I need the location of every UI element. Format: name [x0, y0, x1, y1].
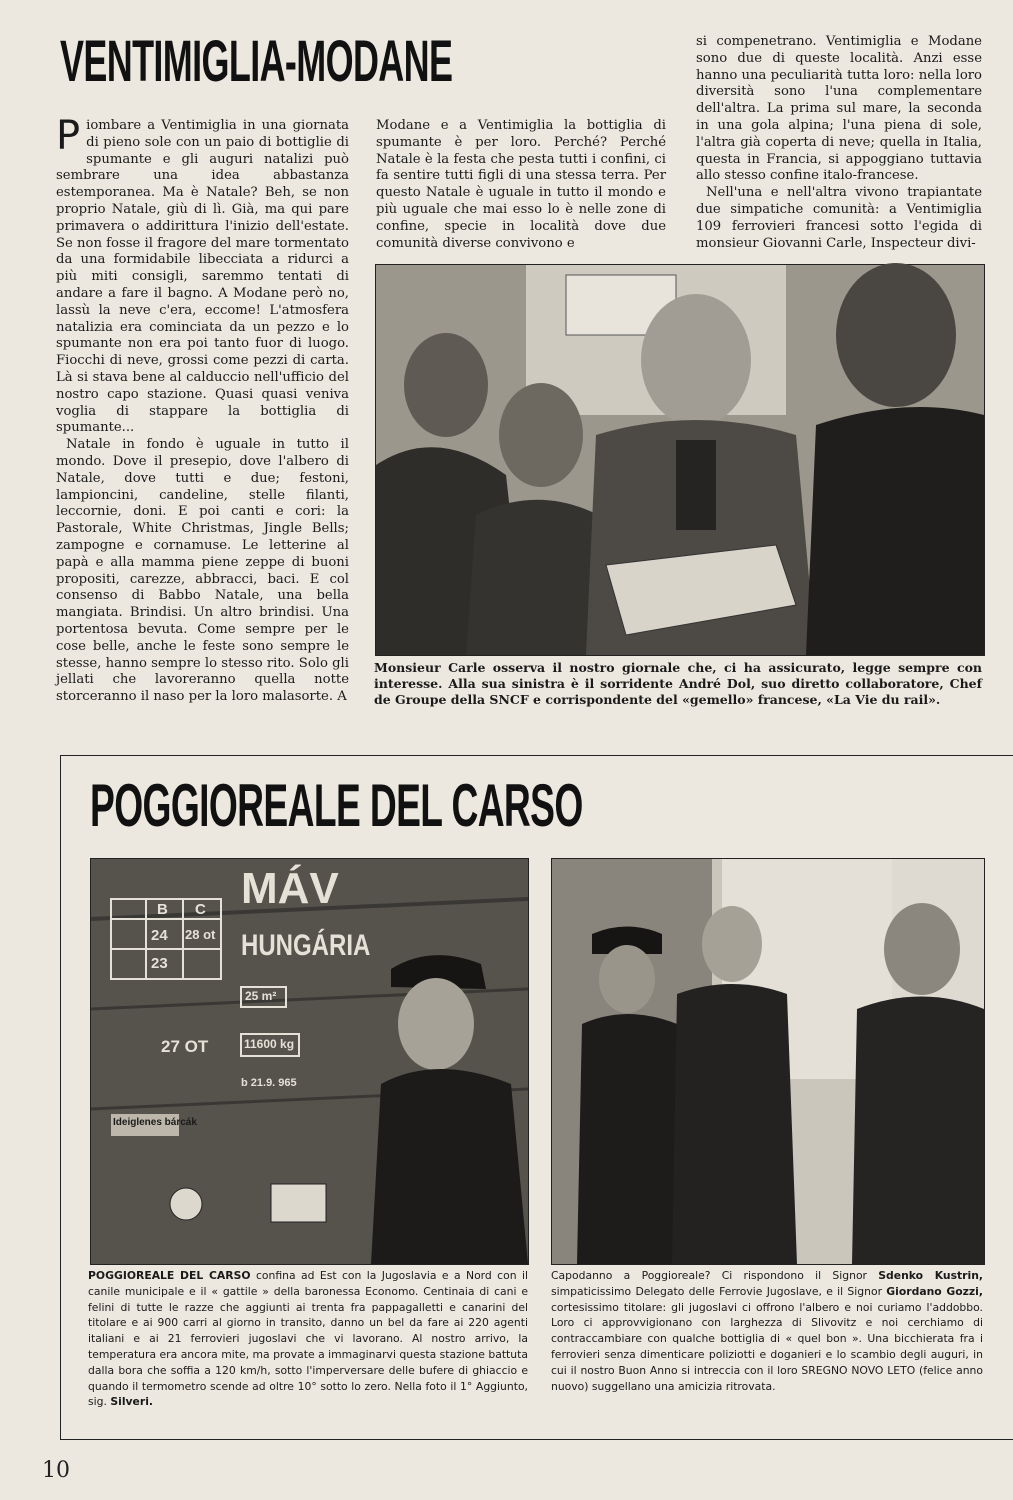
article1-column-2 — [376, 118, 666, 268]
wagon-row-1b: 28 ot — [185, 927, 216, 942]
caption-right-part-a: Capodanno a Poggioreale? Ci rispondono il Signor — [551, 1269, 879, 1282]
article1-column-1 — [56, 113, 349, 718]
dropcap: P — [56, 113, 81, 159]
caption-right-part-c: cortesissimo titolare: gli jugoslavi ci offrono l'albero e noi curiamo l'addobbo. Loro ci approvvigionano con larghezza di Slivovitz e noi cerchiamo di contraccambiare con qualche bottiglia di « quel bon ». Una bicchierata fra i ferrovieri senza dimenticare poliziotti e doganieri e lo scambio degli auguri, in cui il nostro Buon Anno si intreccia con il loro SREGNO NOVO LETO (felice anno nuovo) suggellano una amicizia ritrovata. — [551, 1300, 983, 1393]
wagon-cell-b: B — [157, 901, 168, 918]
photo-three-men-station — [551, 858, 985, 1265]
wagon-brand-mav: MÁV — [241, 864, 339, 913]
caption-right-name-kustrin: Sdenko Kustrin, — [878, 1269, 983, 1282]
caption-poggioreale-left — [88, 1268, 528, 1410]
caption-left-name: Silveri. — [110, 1395, 154, 1409]
caption-poggioreale-right — [551, 1268, 983, 1394]
page-number: 10 — [42, 1458, 70, 1483]
caption-right-part-b: simpaticissimo Delegato delle Ferrovie Jugoslave, e il Signor — [551, 1284, 887, 1298]
wagon-sign: Ideiglenes bárcák — [113, 1117, 197, 1128]
wagon-cell-c: C — [195, 901, 206, 918]
wagon-row-1: 24 — [151, 927, 168, 944]
wagon-row-2: 23 — [151, 955, 168, 972]
caption-left-lead: POGGIOREALE DEL CARSO — [88, 1269, 251, 1282]
article1-col1-paragraph-1: iombare a Ventimiglia in una giornata di pieno sole con un paio di bottiglie di spumante e gli auguri natalizi può sembrare una idea abbastanza estemporanea. Ma è Natale? Beh, se non proprio Natale, giù di lì. Già, ma qui pare primavera o addirittura l'inizio dell'estate. Se non fosse il fragore del mare tormentato da una formidabile libecciata a ridurci a più miti consigli, saremmo tentati di andare a fare il bagno. A Modane però no, lassù la neve c'era, eccome! L'atmosfera natalizia era cominciata da un pezzo e lo spumante non era poi tanto fuor di luogo. Fiocchi di neve, grossi come pezzi di carta. Là si stava bene al calduccio nell'ufficio del nostro capo stazione. Quasi quasi veniva voglia di stappare la bottiglia di spumante... — [56, 118, 349, 436]
wagon-load: 27 OT — [161, 1037, 209, 1056]
article1-col2-text: Modane e a Ventimiglia la bottiglia di spumante è per loro. Perché? Perché Natale è la festa che pesta tutti i confini, ci fa sentire tutti figli di una stessa terra. Per questo Natale è uguale in tutto il mondo e più uguale che mai esso lo è nelle zone di confine, specie in località dove due comunità diverse convivono e — [376, 118, 666, 251]
wagon-weight: 11600 kg — [244, 1037, 295, 1051]
photo-station-illustration — [552, 859, 984, 1264]
photo-monsieur-carle — [375, 264, 985, 656]
headline-ventimiglia-modane: VENTIMIGLIA-MODANE — [60, 29, 453, 94]
headline-poggioreale-del-carso: POGGIOREALE DEL CARSO — [90, 772, 583, 839]
photo-wagon-illustration — [91, 859, 528, 1264]
photo-station-officer-wagon — [90, 858, 529, 1265]
wagon-area: 25 m² — [245, 989, 277, 1003]
wagon-date: b 21.9. 965 — [241, 1077, 297, 1089]
article1-col3-paragraph-2: Nell'una e nell'altra vivono trapiantate due simpatiche comunità: a Ventimiglia 109 ferrovieri francesi sotto l'egida di monsieur Giovanni Carle, Inspecteur divi- — [696, 185, 982, 251]
wagon-brand-hungaria: HUNGÁRIA — [241, 929, 371, 962]
photo-monsieur-carle-caption: Monsieur Carle osserva il nostro giornale che, ci ha assicurato, legge sempre con interesse. Alla sua sinistra è il sorridente André Dol, suo diretto collaboratore, Chef de Groupe della SNCF e corrispondente del «gemello» francese, «La Vie du rail». — [374, 660, 982, 707]
article1-column-3 — [696, 34, 982, 259]
caption-right-name-gozzi: Giordano Gozzi, — [886, 1284, 983, 1298]
caption-left-body: confina ad Est con la Jugoslavia e a Nord con il canile municipale e il « gattile » della baronessa Economo. Centinaia di cani e felini di tutte le razze che aggiunti ai trenta fra pappagalletti e canarini del titolare e ai 900 carri al giorno in transito, danno un bel da fare ai 220 agenti italiani e ai 21 ferrovieri jugoslavi che vi lavorano. Al nostro arrivo, la temperatura era ancora mite, ma provate a immaginarvi questa stazione battuta dalla bora che soffia a 120 km/h, sotto l'imperversare delle bufere di ghiaccio e quando il termometro scende ad oltre 10° sotto lo zero. Nella foto il 1° Aggiunto, sig. — [88, 1269, 528, 1409]
article1-col3-paragraph-1: si compenetrano. Ventimiglia e Modane sono due di queste località. Anzi esse hanno una peculiarità tutta loro: nella loro diversità sono l'una complementare dell'altra. La prima sul mare, la seconda in una gola alpina; l'una piena di sole, l'altra già coperta di neve; quella in Italia, questa in Francia, si appoggiano tuttavia allo stesso confine italo-francese. — [696, 34, 982, 184]
article1-col1-paragraph-2: Natale in fondo è uguale in tutto il mondo. Dove il presepio, dove l'albero di Natale, dove tutti e due; festoni, lampioncini, candeline, stelle filanti, leccornie, doni. E poi canti e cori: la Pastorale, White Christmas, Jingle Bells; zampogne e cornamuse. Le letterine al papà e alla mamma piene zeppe di buoni propositi, carezze, abbracci, baci. E col consenso di Babbo Natale, una bella mangiata. Brindisi. Un altro brindisi. Una portentosa bevuta. Come sempre per le cose belle, anche le feste sono sempre le stesse, hanno sempre lo stesso rito. Solo gli jellati che lavoreranno quella notte storceranno il naso per la loro malasorte. A — [56, 437, 349, 705]
photo-monsieur-carle-illustration — [376, 265, 984, 655]
